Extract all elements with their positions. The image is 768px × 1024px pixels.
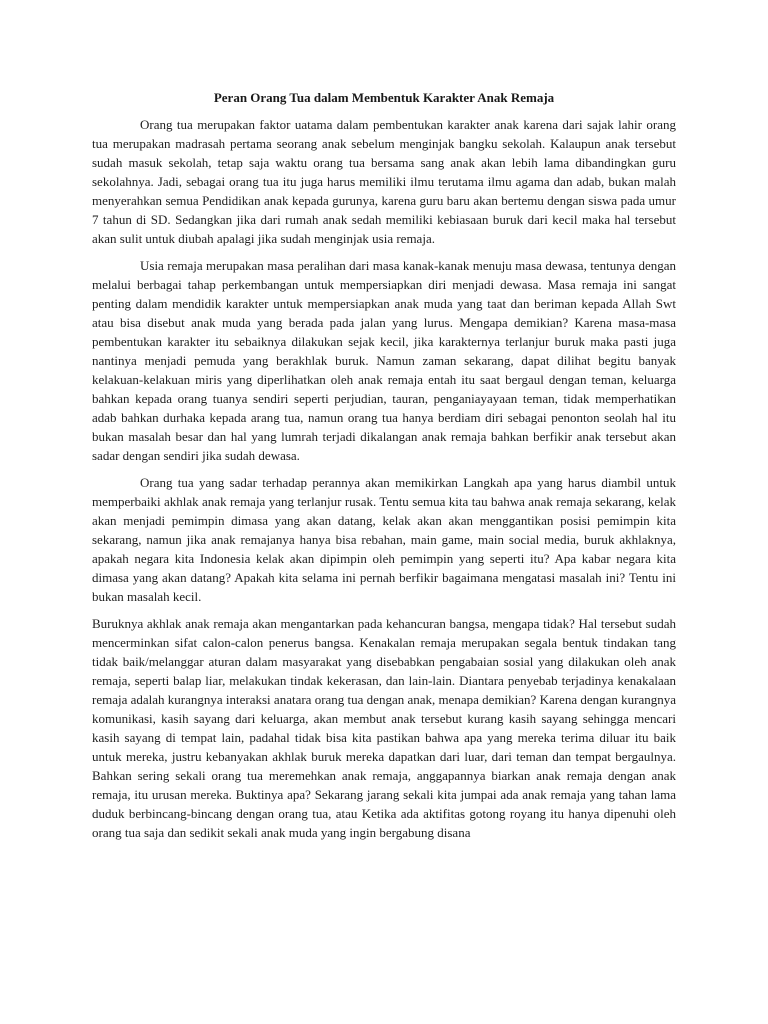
paragraph-1: Orang tua merupakan faktor uatama dalam pembentukan karakter anak karena dari sajak lahir orang tua merupakan madrasah pertama seorang anak sebelum menginjak bangku sekolah. Kalaupun anak tersebut sudah masuk sekolah, tetap saja waktu orang tua bersama sang anak akan lebih lama dibandingkan guru sekolahnya. Jadi, sebagai orang tua itu juga harus memiliki ilmu terutama ilmu agama dan adab, bukan malah menyerahkan semua Pendidikan anak kepada gurunya, karena guru baru akan bertemu dengan siswa pada umur 7 tahun di SD. Sedangkan jika dari rumah anak sedah memiliki kebiasaan buruk dari kecil maka hal tersebut akan sulit untuk diubah apalagi jika sudah menginjak usia remaja.	[92, 117, 676, 246]
document-title: Peran Orang Tua dalam Membentuk Karakter Anak Remaja	[213, 90, 555, 105]
paragraph-3: Orang tua yang sadar terhadap perannya akan memikirkan Langkah apa yang harus diambil untuk memperbaiki akhlak anak remaja yang terlanjur rusak. Tentu semua kita tau bahwa anak remaja sekarang, kelak akan menjadi pemimpin dimasa yang akan datang, kelak akan akan menggantikan posisi pemimpin kita sekarang, namun jika anak remajanya hanya bisa rebahan, main game, main social media, buruk akhlaknya, apakah negara kita Indonesia kelak akan dipimpin oleh pemimpin yang seperti itu? Apa kabar negara kita dimasa yang akan datang? Apakah kita selama ini pernah berfikir bagaimana mengatasi masalah ini? Tentu ini bukan masalah kecil.	[92, 475, 676, 604]
paragraph-2: Usia remaja merupakan masa peralihan dari masa kanak-kanak menuju masa dewasa, tentunya dengan melalui berbagai tahap perkembangan untuk mempersiapkan diri menjadi dewasa. Masa remaja ini sangat penting dalam mendidik karakter untuk mempersiapkan anak muda yang taat dan beriman kepada Allah Swt atau bisa disebut anak muda yang berada pada jalan yang lurus. Mengapa demikian? Karena masa-masa pembentukan karakter itu sebaiknya dilakukan sejak kecil, jika karakternya terlanjur buruk maka pasti juga nantinya menjadi pemuda yang berakhlak buruk. Namun zaman sekarang, dapat dilihat begitu banyak kelakuan-kelakuan miris yang diperlihatkan oleh anak remaja entah itu saat bergaul dengan teman, keluarga bahkan kepada orang tuanya sendiri seperti perjudian, tauran, penganiayayaan teman, tidak memperhatikan adab bahkan durhaka kepada arang tua, namun orang tua hanya berdiam diri sebagai penonton seolah hal itu bukan masalah besar dan hal yang lumrah terjadi dikalangan anak remaja bahkan berfikir anak tersebut akan sadar dengan sendiri jika sudah dewasa.	[92, 258, 676, 463]
paragraph-4: Buruknya akhlak anak remaja akan mengantarkan pada kehancuran bangsa, mengapa tidak? Hal tersebut sudah mencerminkan sifat calon-calon penerus bangsa. Kenakalan remaja merupakan segala bentuk tindakan tang tidak baik/melanggar aturan dalam masyarakat yang disebabkan pengabaian sosial yang dilakukan oleh anak remaja, seperti balap liar, melakukan tindak kekerasan, dan lain-lain. Diantara penyebab terjadinya kenakalaan remaja adalah kurangnya interaksi anatara orang tua dengan anak, menapa demikian? Karena dengan kurangnya komunikasi, kasih sayang dari keluarga, akan membut anak tersebut kurang kasih sayang sehingga mencari kasih sayang di tempat lain, padahal tidak bisa kita pastikan bahwa apa yang mereka terima diluar itu baik untuk mereka, justru kebanyakan akhlak buruk mereka dapatkan dari luar, dari teman dan tempat bergaulnya. Bahkan sering sekali orang tua meremehkan anak remaja, anggapannya biarkan anak remaja dengan anak remaja, itu urusan mereka. Buktinya apa? Sekarang jarang sekali kita jumpai ada anak remaja yang tahan lama duduk berbincang-bincang dengan orang tua, atau Ketika ada aktifitas gotong royang itu hanya dipenuhi oleh orang tua saja dan sedikit sekali anak muda yang ingin bergabung disana	[92, 616, 677, 840]
